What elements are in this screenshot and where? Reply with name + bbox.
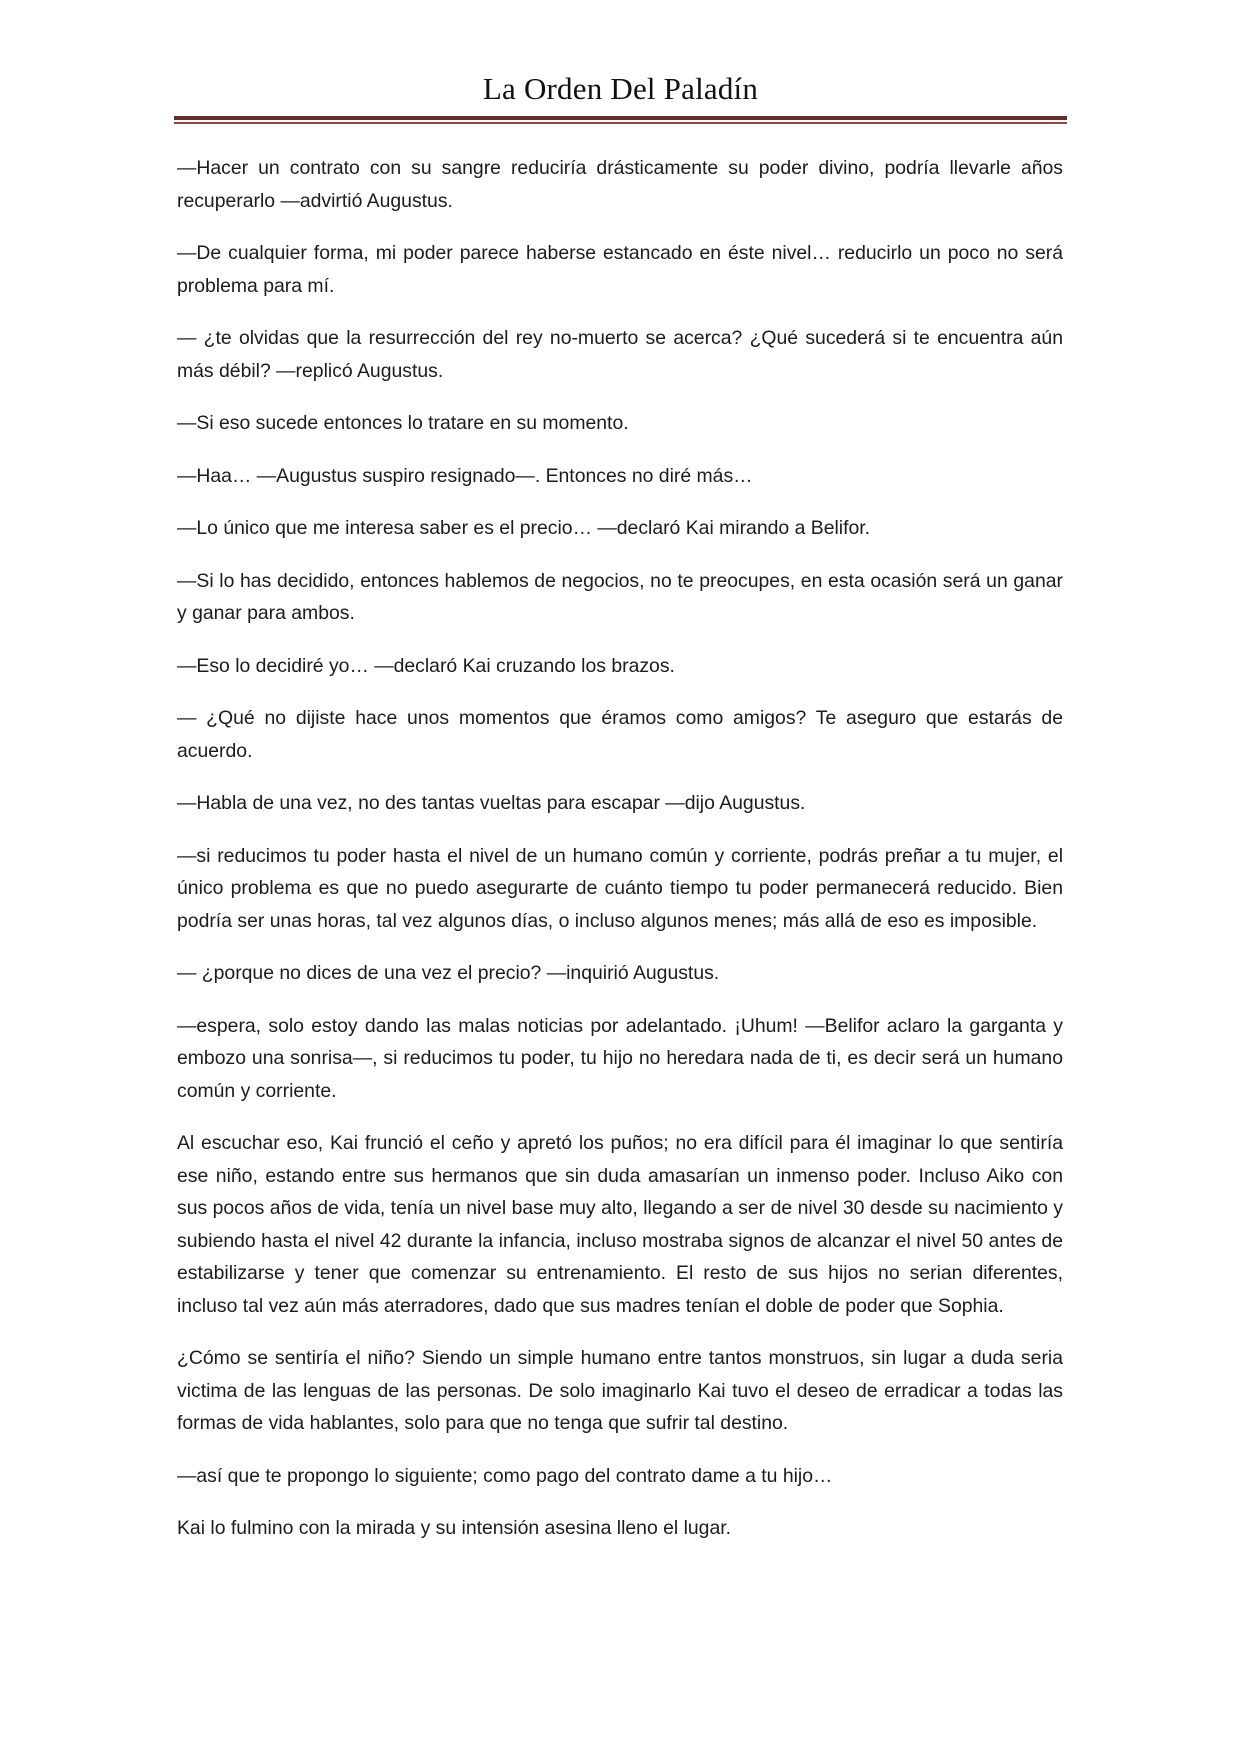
page-header xyxy=(174,70,1067,107)
header-divider-thin-line xyxy=(174,122,1067,124)
paragraph: —Si eso sucede entonces lo tratare en su momento. xyxy=(177,412,629,434)
paragraph: —Habla de una vez, no des tantas vueltas para escapar —dijo Augustus. xyxy=(177,792,806,814)
paragraph: —si reducimos tu poder hasta el nivel de un humano común y corriente, podrás preñar a tu mujer, el único problema es que no puedo asegurarte de cuánto tiempo tu poder permanecerá reducido. Bien podría ser unas horas, tal vez algunos días, o incluso algunos menes; más allá de eso es imposible. xyxy=(177,844,1063,932)
header-divider-thick-line xyxy=(174,116,1067,120)
paragraph: Al escuchar eso, Kai frunció el ceño y apretó los puños; no era difícil para él imaginar lo que sentiría ese niño, estando entre sus hermanos que sin duda amasarían un inmenso poder. Incluso Aiko con sus pocos años de vida, tenía un nivel base muy alto, llegando a ser de nivel 30 desde su nacimiento y subiendo hasta el nivel 42 durante la infancia, incluso mostraba signos de alcanzar el nivel 50 antes de estabilizarse y tener que comenzar su entrenamiento. El resto de sus hijos no serian diferentes, incluso tal vez aún más aterradores, dado que sus madres tenían el doble de poder que Sophia. xyxy=(177,1132,1063,1317)
paragraph: — ¿porque no dices de una vez el precio? —inquirió Augustus. xyxy=(177,962,720,984)
paragraph: —De cualquier forma, mi poder parece haberse estancado en éste nivel… reducirlo un poco no será problema para mí. xyxy=(177,242,1063,297)
paragraph: —Lo único que me interesa saber es el precio… —declaró Kai mirando a Belifor. xyxy=(177,517,871,539)
paragraph: Kai lo fulmino con la mirada y su intensión asesina lleno el lugar. xyxy=(177,1517,732,1539)
paragraph: —Si lo has decidido, entonces hablemos de negocios, no te preocupes, en esta ocasión será un ganar y ganar para ambos. xyxy=(177,569,1063,624)
header-divider xyxy=(174,116,1067,124)
paragraph: — ¿te olvidas que la resurrección del rey no-muerto se acerca? ¿Qué sucederá si te encuentra aún más débil? —replicó Augustus. xyxy=(177,327,1063,382)
paragraph: — ¿Qué no dijiste hace unos momentos que éramos como amigos? Te aseguro que estarás de acuerdo. xyxy=(177,707,1063,762)
paragraph: —Haa… —Augustus suspiro resignado—. Entonces no diré más… xyxy=(177,464,753,487)
paragraph: —Eso lo decidiré yo… —declaró Kai cruzando los brazos. xyxy=(177,654,675,677)
page-title: La Orden Del Paladín xyxy=(482,71,759,106)
paragraph: —Hacer un contrato con su sangre reduciría drásticamente su poder divino, podría llevarle años recuperarlo —advirtió Augustus. xyxy=(177,157,1063,212)
paragraph: —así que te propongo lo siguiente; como pago del contrato dame a tu hijo… xyxy=(177,1464,833,1487)
paragraph: —espera, solo estoy dando las malas noticias por adelantado. ¡Uhum! —Belifor aclaro la garganta y embozo una sonrisa—, si reducimos tu poder, tu hijo no heredara nada de ti, es decir será un humano común y corriente. xyxy=(177,1014,1063,1102)
paragraph: ¿Cómo se sentiría el niño? Siendo un simple humano entre tantos monstruos, sin lugar a duda seria victima de las lenguas de las personas. De solo imaginarlo Kai tuvo el deseo de erradicar a todas las formas de vida hablantes, solo para que no tenga que sufrir tal destino. xyxy=(177,1347,1063,1434)
body-text xyxy=(177,152,1063,1565)
